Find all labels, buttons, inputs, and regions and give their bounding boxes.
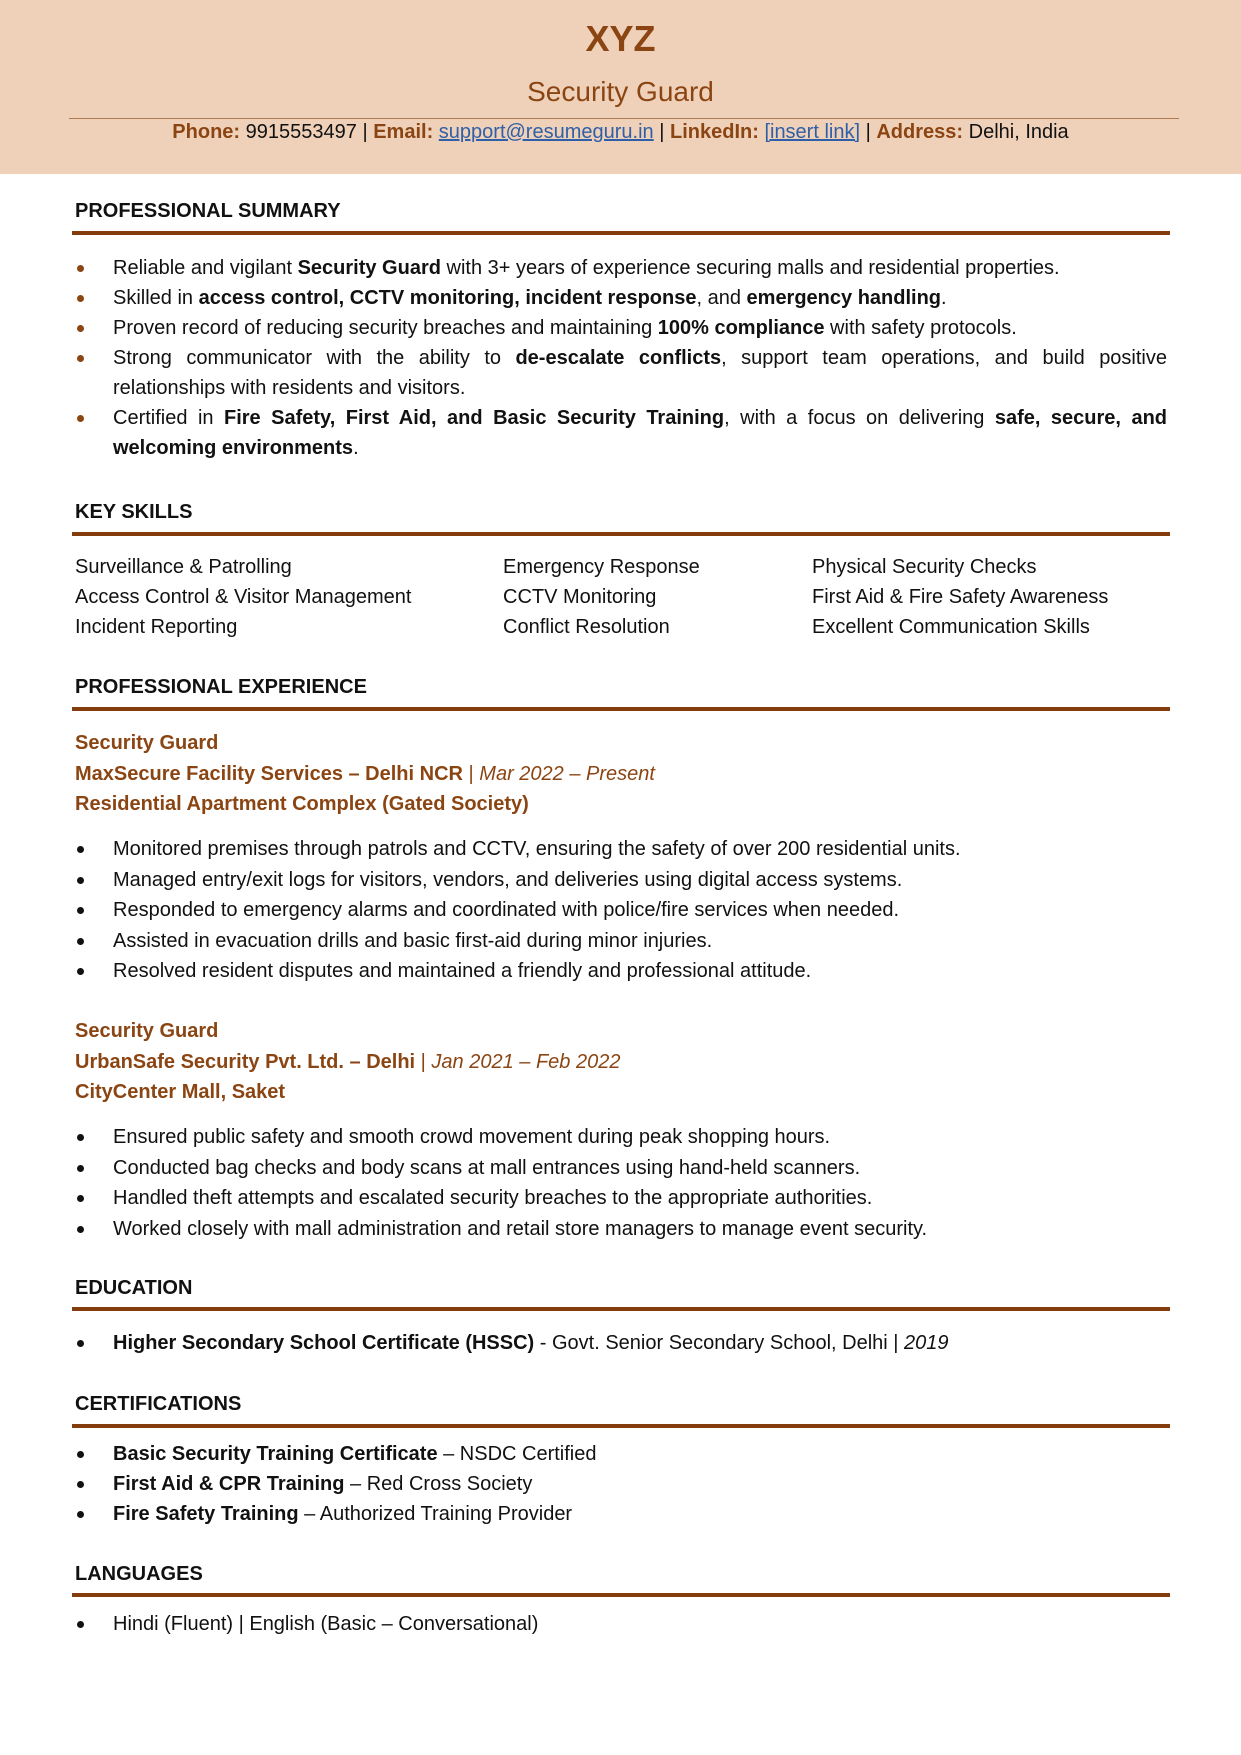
job-separator: | — [462, 762, 480, 785]
job-title: Security Guard — [75, 732, 219, 754]
job-bullets — [75, 834, 1167, 987]
job-bullets — [75, 1122, 1167, 1244]
section-rule — [72, 231, 1170, 235]
job-dates: Jan 2021 – Feb 2022 — [431, 1050, 621, 1073]
skill-item: Physical Security Checks — [812, 556, 1037, 578]
list-item: Skilled in access control, CCTV monitoring, incident response, and emergency handling. — [75, 283, 1167, 313]
school: - Govt. Senior Secondary School, Delhi | — [534, 1332, 905, 1354]
certifications-list — [75, 1439, 1167, 1529]
skill-item: Surveillance & Patrolling — [75, 556, 292, 578]
candidate-name: XYZ — [585, 18, 656, 59]
job-site: CityCenter Mall, Saket — [75, 1081, 286, 1103]
cert-issuer: – Red Cross Society — [344, 1473, 533, 1495]
skill-item: CCTV Monitoring — [503, 586, 657, 608]
job-site: Residential Apartment Complex (Gated Society) — [75, 793, 529, 815]
header-band — [0, 0, 1241, 174]
phone-label: Phone: — [172, 121, 241, 143]
job-separator: | — [415, 1050, 432, 1073]
email-label: Email: — [373, 121, 434, 143]
skills-column — [503, 552, 700, 642]
year: 2019 — [904, 1332, 949, 1354]
skill-item: Excellent Communication Skills — [812, 616, 1090, 638]
section-rule — [72, 707, 1170, 711]
cert-issuer: – Authorized Training Provider — [298, 1503, 573, 1525]
list-item — [75, 1469, 1167, 1499]
section-heading-languages: LANGUAGES — [75, 1563, 203, 1585]
cert-issuer: – NSDC Certified — [437, 1443, 597, 1465]
list-item: Handled theft attempts and escalated security breaches to the appropriate authorities. — [75, 1183, 1167, 1214]
contact-line — [0, 121, 1241, 144]
skill-item: Emergency Response — [503, 556, 700, 578]
skill-item: First Aid & Fire Safety Awareness — [812, 586, 1109, 608]
list-item: Conducted bag checks and body scans at mall entrances using hand-held scanners. — [75, 1153, 1167, 1184]
cert-name: Basic Security Training Certificate — [113, 1443, 438, 1465]
job-title: Security Guard — [75, 1020, 219, 1042]
summary-list — [75, 253, 1167, 463]
skill-item: Conflict Resolution — [503, 616, 670, 638]
section-rule — [72, 1424, 1170, 1428]
section-rule — [72, 532, 1170, 536]
list-item: Monitored premises through patrols and CCTV, ensuring the safety of over 200 residential units. — [75, 834, 1167, 865]
list-item: Strong communicator with the ability to de-escalate conflicts, support team operations, and build positive relationships with residents and visitors. — [75, 343, 1167, 403]
job-header — [75, 728, 655, 820]
linkedin-label: LinkedIn: — [669, 121, 759, 143]
list-item: Resolved resident disputes and maintained a friendly and professional attitude. — [75, 956, 1167, 987]
section-heading-summary: PROFESSIONAL SUMMARY — [75, 200, 341, 222]
section-rule — [72, 1593, 1170, 1597]
job-dates: Mar 2022 – Present — [479, 762, 655, 785]
degree: Higher Secondary School Certificate (HSSC) — [113, 1332, 535, 1354]
list-item: Assisted in evacuation drills and basic first-aid during minor injuries. — [75, 926, 1167, 957]
list-item: Reliable and vigilant Security Guard with 3+ years of experience securing malls and residential properties. — [75, 253, 1167, 283]
address-label: Address: — [876, 121, 964, 143]
job-company: MaxSecure Facility Services – Delhi NCR — [75, 762, 463, 785]
address-value: Delhi, India — [968, 121, 1069, 143]
skill-item: Incident Reporting — [75, 616, 238, 638]
email-link[interactable]: support@resumeguru.in — [438, 121, 654, 143]
job-company: UrbanSafe Security Pvt. Ltd. – Delhi — [75, 1050, 416, 1073]
section-heading-experience: PROFESSIONAL EXPERIENCE — [75, 676, 367, 698]
separator: | — [865, 121, 871, 143]
skills-column — [812, 552, 1108, 642]
linkedin-link[interactable]: [insert link] — [764, 121, 861, 143]
list-item: Ensured public safety and smooth crowd movement during peak shopping hours. — [75, 1122, 1167, 1153]
list-item: Proven record of reducing security breaches and maintaining 100% compliance with safety protocols. — [75, 313, 1167, 343]
job-header — [75, 1016, 620, 1108]
skills-column — [75, 552, 411, 642]
header-divider — [69, 118, 1179, 119]
list-item: Responded to emergency alarms and coordinated with police/fire services when needed. — [75, 895, 1167, 926]
education-list — [75, 1328, 1167, 1358]
list-item: Hindi (Fluent) | English (Basic – Conversational) — [75, 1609, 1167, 1639]
separator: | — [362, 121, 368, 143]
section-rule — [72, 1307, 1170, 1311]
separator: | — [659, 121, 665, 143]
list-item: Worked closely with mall administration and retail store managers to manage event security. — [75, 1214, 1167, 1245]
phone-value: 9915553497 — [245, 121, 357, 143]
list-item — [75, 1499, 1167, 1529]
section-heading-education: EDUCATION — [75, 1277, 193, 1299]
cert-name: First Aid & CPR Training — [113, 1473, 345, 1495]
skill-item: Access Control & Visitor Management — [75, 586, 412, 608]
languages-list — [75, 1609, 1167, 1639]
list-item — [75, 1439, 1167, 1469]
section-heading-skills: KEY SKILLS — [75, 501, 193, 523]
list-item — [75, 1328, 1167, 1358]
cert-name: Fire Safety Training — [113, 1503, 299, 1525]
section-heading-certifications: CERTIFICATIONS — [75, 1393, 242, 1415]
list-item: Managed entry/exit logs for visitors, vendors, and deliveries using digital access systems. — [75, 865, 1167, 896]
candidate-title: Security Guard — [527, 76, 714, 107]
list-item: Certified in Fire Safety, First Aid, and Basic Security Training, with a focus on delivering safe, secure, and welcoming environments. — [75, 403, 1167, 463]
